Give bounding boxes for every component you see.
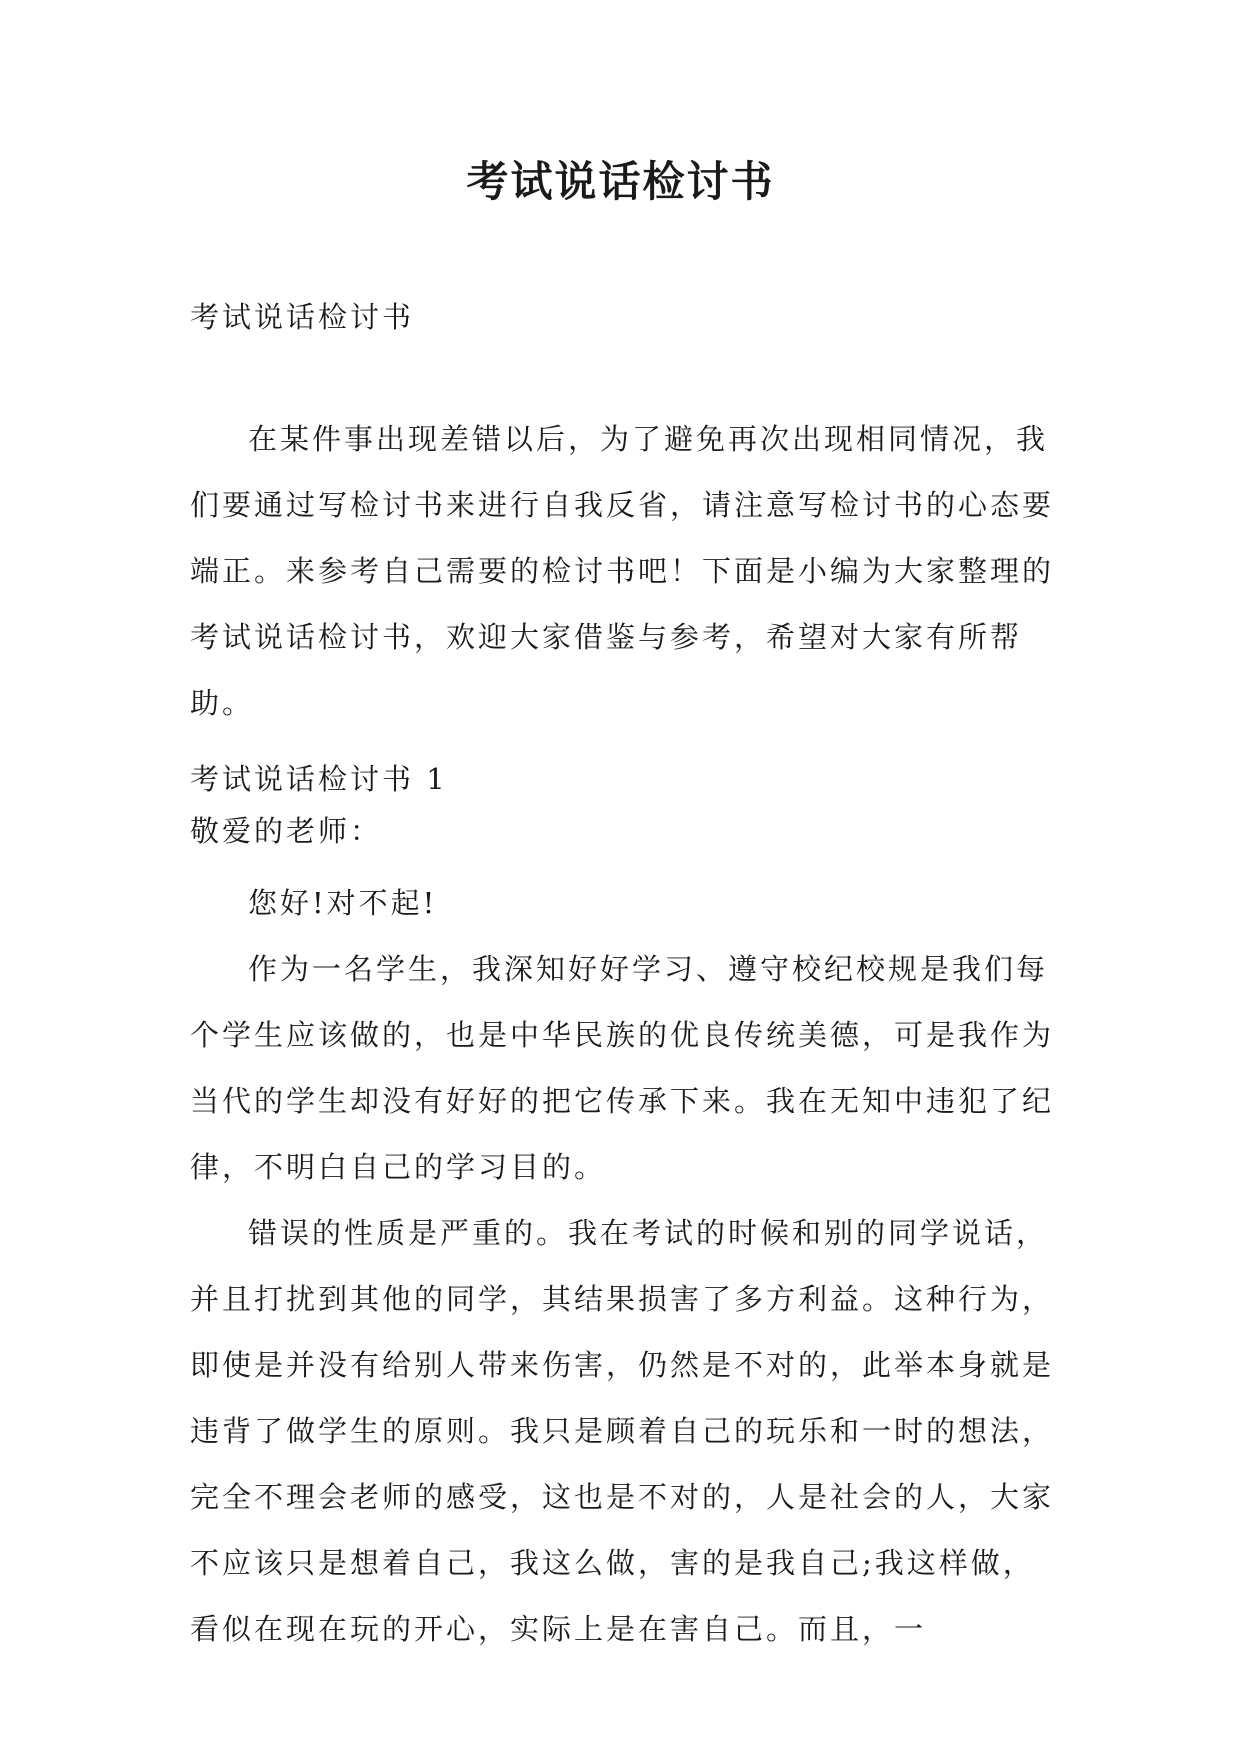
intro-section: [190, 406, 1060, 736]
letter-greeting: 您好!对不起!: [248, 886, 438, 920]
section-heading: 考试说话检讨书 1: [190, 762, 448, 796]
document-title: 考试说话检讨书: [466, 157, 775, 206]
letter-paragraph: 作为一名学生，我深知好好学习、遵守校纪校规是我们每个学生应该做的，也是中华民族的优良传统美德，可是我作为当代的学生却没有好好的把它传承下来。我在无知中违犯了纪律，不明白自己的学习目的。: [190, 952, 1055, 1184]
salutation: 敬爱的老师：: [190, 814, 383, 848]
document-subtitle: 考试说话检讨书: [190, 300, 415, 334]
intro-paragraph: 在某件事出现差错以后，为了避免再次出现相同情况，我们要通过写检讨书来进行自我反省，请注意写检讨书的心态要端正。来参考自己需要的检讨书吧！下面是小编为大家整理的考试说话检讨书，欢迎大家借鉴与参考，希望对大家有所帮助。: [190, 422, 1055, 720]
letter-paragraph: 错误的性质是严重的。我在考试的时候和别的同学说话，并且打扰到其他的同学，其结果损害了多方利益。这种行为，即使是并没有给别人带来伤害，仍然是不对的，此举本身就是违背了做学生的原则。我只是顾着自己的玩乐和一时的想法，完全不理会老师的感受，这也是不对的，人是社会的人，大家不应该只是想着自己，我这么做，害的是我自己;我这样做，看似在现在玩的开心，实际上是在害自己。而且，一: [190, 1216, 1055, 1646]
letter-body: [190, 870, 1060, 1662]
